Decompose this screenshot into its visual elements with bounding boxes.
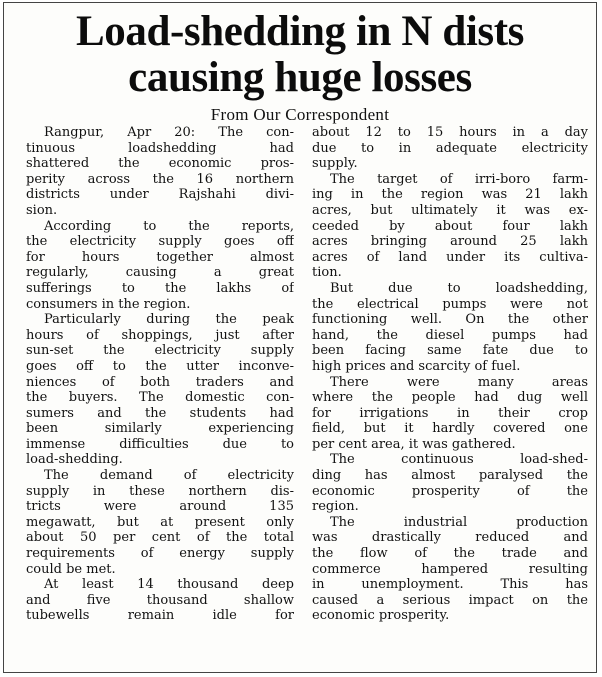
byline: From Our Correspondent [210, 105, 390, 124]
article-line: Particularly during the peak [44, 312, 294, 328]
article-paragraph [312, 375, 588, 453]
article-line: the electricity supply goes off [26, 234, 294, 250]
article-line: been similarly experiencing [26, 421, 294, 437]
article-line: functioning well. On the other [312, 312, 588, 328]
article-line: There were many areas [330, 374, 588, 390]
article-line: could be met. [26, 561, 116, 577]
article-paragraph [26, 577, 294, 624]
article-line: sumers and the students had [26, 405, 294, 421]
article-line: sun-set the electricity supply [26, 343, 294, 359]
article-line: But due to loadshedding, [330, 280, 588, 296]
article-line: commerce hampered resulting [312, 561, 588, 577]
article-line: According to the reports, [44, 218, 294, 234]
article-paragraph [312, 125, 588, 172]
article-line: was drastically reduced and [312, 530, 588, 546]
article-line: load-shedding. [26, 452, 123, 468]
article-column-left [26, 125, 294, 624]
article-line: where the people had dug well [312, 390, 588, 406]
article-line: acres of land under its cultiva- [312, 249, 588, 265]
headline-line-1: Load-shedding in N dists [75, 8, 525, 55]
headline-line-2: causing huge losses [128, 54, 472, 101]
article-line: tubewells remain idle for [26, 608, 294, 624]
article-paragraph [312, 172, 588, 281]
article-line: the flow of the trade and [312, 546, 588, 562]
article-line: Rangpur, Apr 20: The con- [44, 125, 294, 140]
article-line: ding has almost paralysed the [312, 468, 588, 484]
article-line: supply. [312, 156, 358, 172]
article-line: tinuous loadshedding had [26, 140, 294, 156]
article-line: regularly, causing a great [26, 265, 294, 281]
article-line: been facing same fate due to [312, 343, 588, 359]
article-paragraph [26, 219, 294, 313]
article-line: At least 14 thousand deep [44, 577, 294, 593]
article-line: hours of shoppings, just after [26, 327, 294, 343]
article-paragraph [312, 452, 588, 514]
article-line: The demand of electricity [44, 468, 294, 484]
article-line: immense difficulties due to [26, 436, 294, 452]
article-line: for irrigations in their crop [312, 405, 588, 421]
article-line: due to in adequate electricity [312, 140, 588, 156]
article-line: perity across the 16 northern [26, 171, 294, 187]
article-line: the electrical pumps were not [312, 296, 588, 312]
article-line: region. [312, 499, 359, 515]
article-line: megawatt, but at present only [26, 514, 294, 530]
article-column-right [312, 125, 588, 624]
article-paragraph [26, 468, 294, 577]
article-line: per cent area, it was gathered. [312, 436, 516, 452]
article-line: The target of irri-boro farm- [330, 171, 588, 187]
article-line: field, but it hardly covered one [312, 421, 588, 437]
article-paragraph [26, 125, 294, 219]
article-line: districts under Rajshahi divi- [26, 187, 294, 203]
article-line: caused a serious impact on the [312, 592, 588, 608]
article-line: in unemployment. This has [312, 577, 588, 593]
headline [4, 9, 596, 101]
article-paragraph [312, 515, 588, 624]
article-line: acres bringing around 25 lakh [312, 234, 588, 250]
article-paragraph [312, 281, 588, 375]
article-line: The industrial production [330, 514, 588, 530]
article-line: sufferings to the lakhs of [26, 280, 294, 296]
article-line: high prices and scarcity of fuel. [312, 358, 521, 374]
article-line: The continuous load-shed- [330, 452, 588, 468]
article-line: ing in the region was 21 lakh [312, 187, 588, 203]
article-line: acres, but ultimately it was ex- [312, 202, 588, 218]
article-line: for hours together almost [26, 249, 294, 265]
article-line: consumers in the region. [26, 296, 191, 312]
article-line: shattered the economic pros- [26, 156, 294, 172]
article-line: economic prosperity of the [312, 483, 588, 499]
article-line: about 12 to 15 hours in a day [312, 125, 588, 140]
newspaper-clipping [3, 2, 597, 673]
article-line: hand, the diesel pumps had [312, 327, 588, 343]
article-line: and five thousand shallow [26, 592, 294, 608]
article-line: sion. [26, 202, 58, 218]
article-line: supply in these northern dis- [26, 483, 294, 499]
article-line: niences of both traders and [26, 374, 294, 390]
article-line: requirements of energy supply [26, 546, 294, 562]
article-line: economic prosperity. [312, 608, 450, 624]
article-line: the buyers. The domestic con- [26, 390, 294, 406]
article-line: ceeded by about four lakh [312, 218, 588, 234]
article-line: tion. [312, 265, 342, 281]
article-line: about 50 per cent of the total [26, 530, 294, 546]
article-line: tricts were around 135 [26, 499, 294, 515]
article-paragraph [26, 312, 294, 468]
article-line: goes off to the utter inconve- [26, 358, 294, 374]
